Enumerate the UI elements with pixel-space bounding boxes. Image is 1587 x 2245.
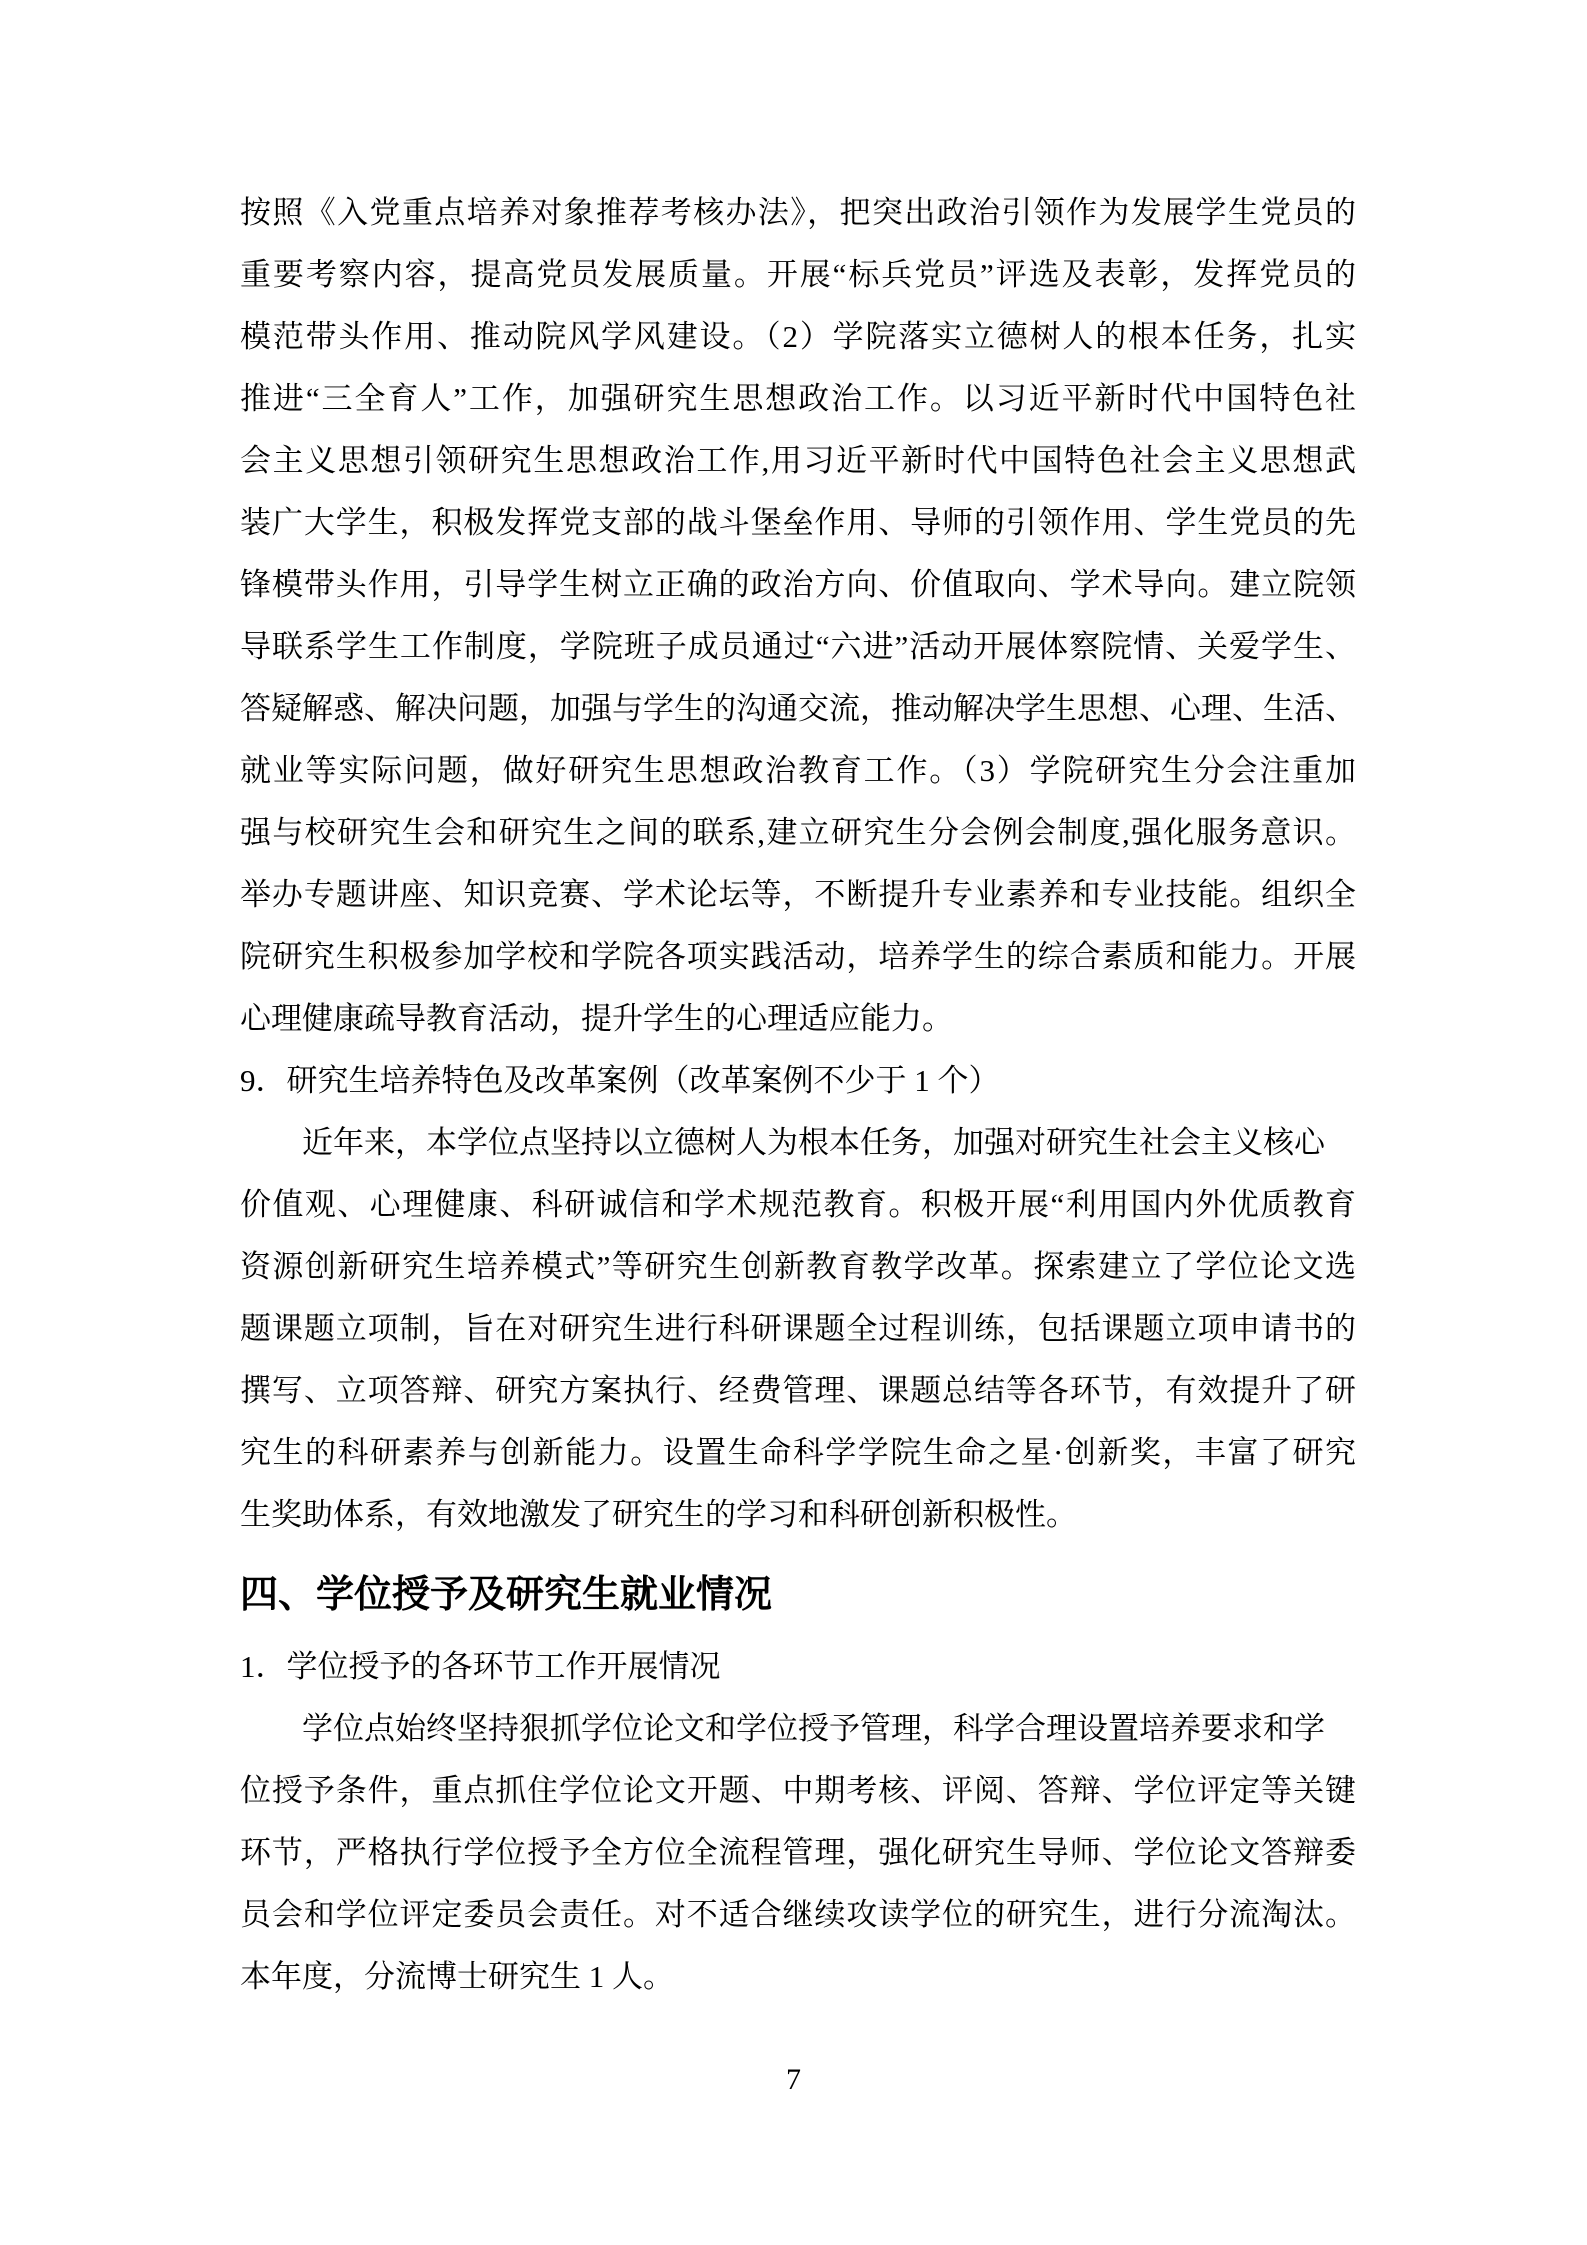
- text-line: 员会和学位评定委员会责任。对不适合继续攻读学位的研究生，进行分流淘汰。: [240, 1897, 1356, 1932]
- text-line: 举办专题讲座、知识竞赛、学术论坛等，不断提升专业素养和专业技能。组织全: [240, 877, 1356, 912]
- text-line: 撰写、立项答辩、研究方案执行、经费管理、课题总结等各环节，有效提升了研: [240, 1373, 1356, 1408]
- paragraph-end-line: 本年度，分流博士研究生 1 人。: [240, 1959, 674, 1994]
- text-line: 就业等实际问题，做好研究生思想政治教育工作。（3）学院研究生分会注重加: [240, 753, 1356, 788]
- text-line: 推进“三全育人”工作，加强研究生思想政治工作。以习近平新时代中国特色社: [240, 381, 1356, 416]
- page-number: 7: [786, 2063, 801, 2096]
- text-line: 模范带头作用、推动院风学风建设。（2）学院落实立德树人的根本任务，扎实: [240, 319, 1356, 354]
- text-line: 位授予条件，重点抓住学位论文开题、中期考核、评阅、答辩、学位评定等关键: [240, 1773, 1356, 1808]
- section-heading-4: 四、学位授予及研究生就业情况: [240, 1574, 773, 1616]
- text-line: 重要考察内容，提高党员发展质量。开展“标兵党员”评选及表彰，发挥党员的: [240, 257, 1356, 292]
- paragraph-first-line: 学位点始终坚持狠抓学位论文和学位授予管理，科学合理设置培养要求和学: [302, 1711, 1325, 1746]
- text-line: 装广大学生，积极发挥党支部的战斗堡垒作用、导师的引领作用、学生党员的先: [240, 505, 1356, 540]
- page-content: [240, 182, 1356, 2008]
- text-line: 环节，严格执行学位授予全方位全流程管理，强化研究生导师、学位论文答辩委: [240, 1835, 1356, 1870]
- text-line: 资源创新研究生培养模式”等研究生创新教育教学改革。探索建立了学位论文选: [240, 1249, 1356, 1284]
- text-line: 强与校研究生会和研究生之间的联系,建立研究生分会例会制度,强化服务意识。: [240, 815, 1356, 850]
- text-line: 究生的科研素养与创新能力。设置生命科学学院生命之星·创新奖，丰富了研究: [240, 1435, 1356, 1470]
- text-line: 会主义思想引领研究生思想政治工作,用习近平新时代中国特色社会主义思想武: [240, 443, 1356, 478]
- paragraph-end-line: 生奖助体系，有效地激发了研究生的学习和科研创新积极性。: [240, 1497, 1077, 1532]
- text-line: 价值观、心理健康、科研诚信和学术规范教育。积极开展“利用国内外优质教育: [240, 1187, 1356, 1222]
- numbered-item-9: 9．研究生培养特色及改革案例（改革案例不少于 1 个）: [240, 1063, 1000, 1098]
- text-line: 导联系学生工作制度，学院班子成员通过“六进”活动开展体察院情、关爱学生、: [240, 629, 1356, 664]
- paragraph-end-line: 心理健康疏导教育活动，提升学生的心理适应能力。: [240, 1001, 953, 1036]
- text-line: 锋模带头作用，引导学生树立正确的政治方向、价值取向、学术导向。建立院领: [240, 567, 1356, 602]
- text-line: 题课题立项制，旨在对研究生进行科研课题全过程训练，包括课题立项申请书的: [240, 1311, 1356, 1346]
- numbered-item-1: 1．学位授予的各环节工作开展情况: [240, 1649, 721, 1684]
- text-line: 院研究生积极参加学校和学院各项实践活动，培养学生的综合素质和能力。开展: [240, 939, 1356, 974]
- text-line: 按照《入党重点培养对象推荐考核办法》，把突出政治引领作为发展学生党员的: [240, 195, 1356, 230]
- paragraph-first-line: 近年来，本学位点坚持以立德树人为根本任务，加强对研究生社会主义核心: [302, 1125, 1325, 1160]
- text-line: 答疑解惑、解决问题，加强与学生的沟通交流，推动解决学生思想、心理、生活、: [240, 691, 1356, 726]
